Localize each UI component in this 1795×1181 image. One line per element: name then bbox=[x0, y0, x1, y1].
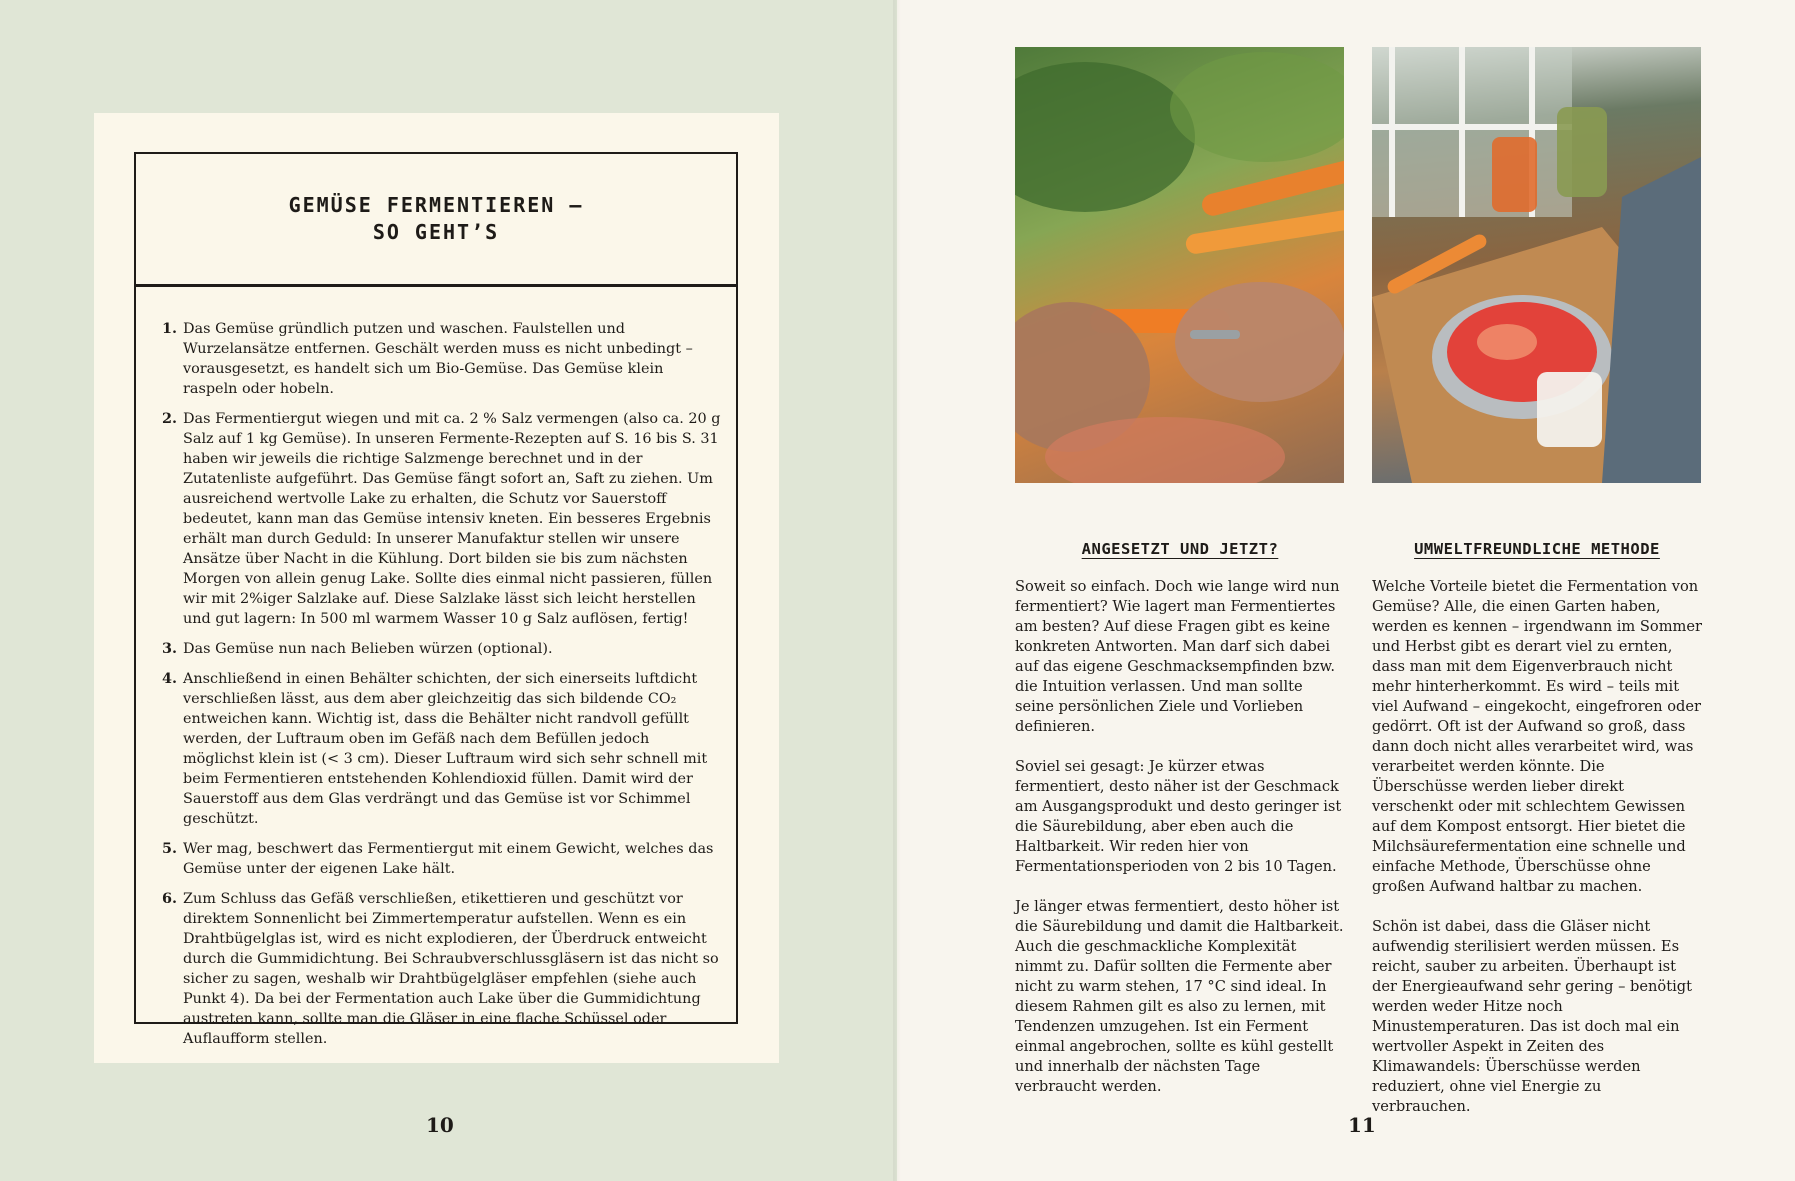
step-number: 4. bbox=[162, 670, 178, 687]
step-item bbox=[162, 639, 722, 659]
photo-salting-bowl bbox=[1372, 47, 1701, 483]
step-number: 2. bbox=[162, 410, 178, 427]
step-text: Das Gemüse nun nach Belieben würzen (optional). bbox=[183, 641, 553, 657]
page-number-left: 10 bbox=[426, 1113, 454, 1137]
column-angesetzt bbox=[1015, 540, 1345, 1117]
column-paragraph: Je länger etwas fermentiert, desto höher ist die Säurebildung und damit die Haltbarkeit. Auch die geschmackliche Komplexität nimmt zu. Dafür sollten die Fermente aber nicht zu warm stehen, 17 °C sind ideal. In diesem Rahmen gilt es also zu lernen, mit Tendenzen umzugehen. Ist ein Ferment einmal angebrochen, sollte es kühl gestellt und innerhalb der nächsten Tage verbraucht werden. bbox=[1015, 898, 1344, 1095]
column-heading bbox=[1372, 540, 1702, 558]
column-paragraph: Soviel sei gesagt: Je kürzer etwas fermentiert, desto näher ist der Geschmack am Ausgangsprodukt und desto geringer ist die Säurebildung, aber eben auch die Haltbarkeit. Wir reden hier von Fermentationsperioden von 2 bis 10 Tagen. bbox=[1015, 758, 1342, 875]
step-text: Das Gemüse gründlich putzen und waschen. Faulstellen und Wurzelansätze entfernen. Geschält werden muss es nicht unbedingt – vorausgesetzt, es handelt sich um Bio-Gemüse. Das Gemüse klein raspeln oder hobeln. bbox=[183, 321, 693, 397]
steps-list bbox=[162, 319, 722, 1059]
column-heading-text: UMWELTFREUNDLICHE METHODE bbox=[1414, 540, 1660, 558]
step-text: Zum Schluss das Gefäß verschließen, etikettieren und geschützt vor direktem Sonnenlicht bei Zimmertemperatur aufstellen. Wenn es ein Drahtbügelglas ist, wird es nicht explodieren, der Überdruck entweicht durch die Gummidichtung. Bei Schraubverschlussgläsern ist das nicht so sicher zu sagen, weshalb wir Drahtbügelgläser empfehlen (siehe auch Punkt 4). Da bei der Fermentation auch Lake über die Gummidichtung austreten kann, sollte man die Gläser in eine flache Schüssel oder Auflaufform stellen. bbox=[183, 891, 719, 1047]
step-text: Das Fermentiergut wiegen und mit ca. 2 % Salz vermengen (also ca. 20 g Salz auf 1 kg Gemüse). In unseren Fermente-Rezepten auf S. 16 bis S. 31 haben wir jeweils die richtige Salzmenge berechnet und in der Zutatenliste aufgeführt. Das Gemüse fängt sofort an, Saft zu ziehen. Um ausreichend wertvolle Lake zu erhalten, die Schutz vor Sauerstoff bedeutet, kann man das Gemüse intensiv kneten. Ein besseres Ergebnis erhält man durch Geduld: In unserer Manufaktur stellen wir unsere Ansätze über Nacht in die Kühlung. Dort bilden sie bis zum nächsten Morgen von allein genug Lake. Sollte dies einmal nicht passieren, füllen wir mit 2%iger Salzlake auf. Diese Salzlake lässt sich leicht herstellen und gut lagern: In 500 ml warmem Wasser 10 g Salz auflösen, fertig! bbox=[183, 411, 721, 627]
book-gutter bbox=[893, 0, 901, 1181]
box-title-line-2: SO GEHT’S bbox=[372, 220, 500, 244]
step-text: Wer mag, beschwert das Fermentiergut mit einem Gewicht, welches das Gemüse unter der eigenen Lake hält. bbox=[183, 841, 714, 877]
column-paragraph: Welche Vorteile bietet die Fermentation von Gemüse? Alle, die einen Garten haben, werden es kennen – irgendwann im Sommer und Herbst gibt es derart viel zu ernten, dass man mit dem Eigenverbrauch nicht mehr hinterherkommt. Es wird – teils mit viel Aufwand – eingekocht, eingefroren oder gedörrt. Oft ist der Aufwand so groß, dass dann doch nicht alles verarbeitet wird, was verarbeitet werden könnte. Die Überschüsse werden lieber direkt verschenkt oder mit schlechtem Gewissen auf dem Kompost entsorgt. Hier bietet die Milchsäurefermentation eine schnelle und einfache Methode, Überschüsse ohne großen Aufwand haltbar zu machen. bbox=[1372, 578, 1702, 895]
column-heading-text: ANGESETZT UND JETZT? bbox=[1081, 540, 1279, 558]
step-text: Anschließend in einen Behälter schichten, der sich einerseits luftdicht verschließen lässt, aus dem aber gleichzeitig das sich bildende CO₂ entweichen kann. Wichtig ist, dass die Behälter nicht randvoll gefüllt werden, der Luftraum oben im Gefäß nach dem Befüllen jedoch möglichst klein ist (< 3 cm). Dieser Luftraum wird sich sehr schnell mit beim Fermentieren entstehenden Kohlendioxid füllen. Damit wird der Sauerstoff aus dem Glas verdrängt und das Gemüse ist vor Schimmel geschützt. bbox=[183, 671, 708, 827]
step-item bbox=[162, 839, 722, 879]
step-item bbox=[162, 669, 722, 829]
page-number-right: 11 bbox=[1348, 1113, 1376, 1137]
instructions-box bbox=[134, 152, 738, 1047]
step-number: 3. bbox=[162, 640, 178, 657]
column-paragraph: Soweit so einfach. Doch wie lange wird nun fermentiert? Wie lagert man Fermentiertes am besten? Auf diese Fragen gibt es keine konkreten Antworten. Man darf sich dabei auf das eigene Geschmacksempfinden bzw. die Intuition verlassen. Und man sollte seine persönlichen Ziele und Vorlieben definieren. bbox=[1015, 578, 1340, 735]
step-item bbox=[162, 889, 722, 1049]
step-number: 1. bbox=[162, 320, 178, 337]
photo-carrot-peeling bbox=[1015, 47, 1344, 483]
box-title bbox=[289, 192, 584, 246]
step-item bbox=[162, 409, 722, 629]
step-item bbox=[162, 319, 722, 399]
box-header bbox=[136, 154, 736, 287]
column-umweltfreundlich bbox=[1372, 540, 1702, 1137]
box-title-line-1: GEMÜSE FERMENTIEREN – bbox=[288, 193, 584, 217]
column-heading bbox=[1015, 540, 1345, 558]
column-paragraph: Schön ist dabei, dass die Gläser nicht aufwendig sterilisiert werden müssen. Es reicht, sauber zu arbeiten. Überhaupt ist der Energieaufwand sehr gering – benötigt werden weder Hitze noch Minustemperaturen. Das ist doch mal ein wertvoller Aspekt in Zeiten des Klimawandels: Überschüsse werden reduziert, ohne viel Energie zu verbrauchen. bbox=[1372, 918, 1692, 1115]
step-number: 5. bbox=[162, 840, 178, 857]
step-number: 6. bbox=[162, 890, 178, 907]
